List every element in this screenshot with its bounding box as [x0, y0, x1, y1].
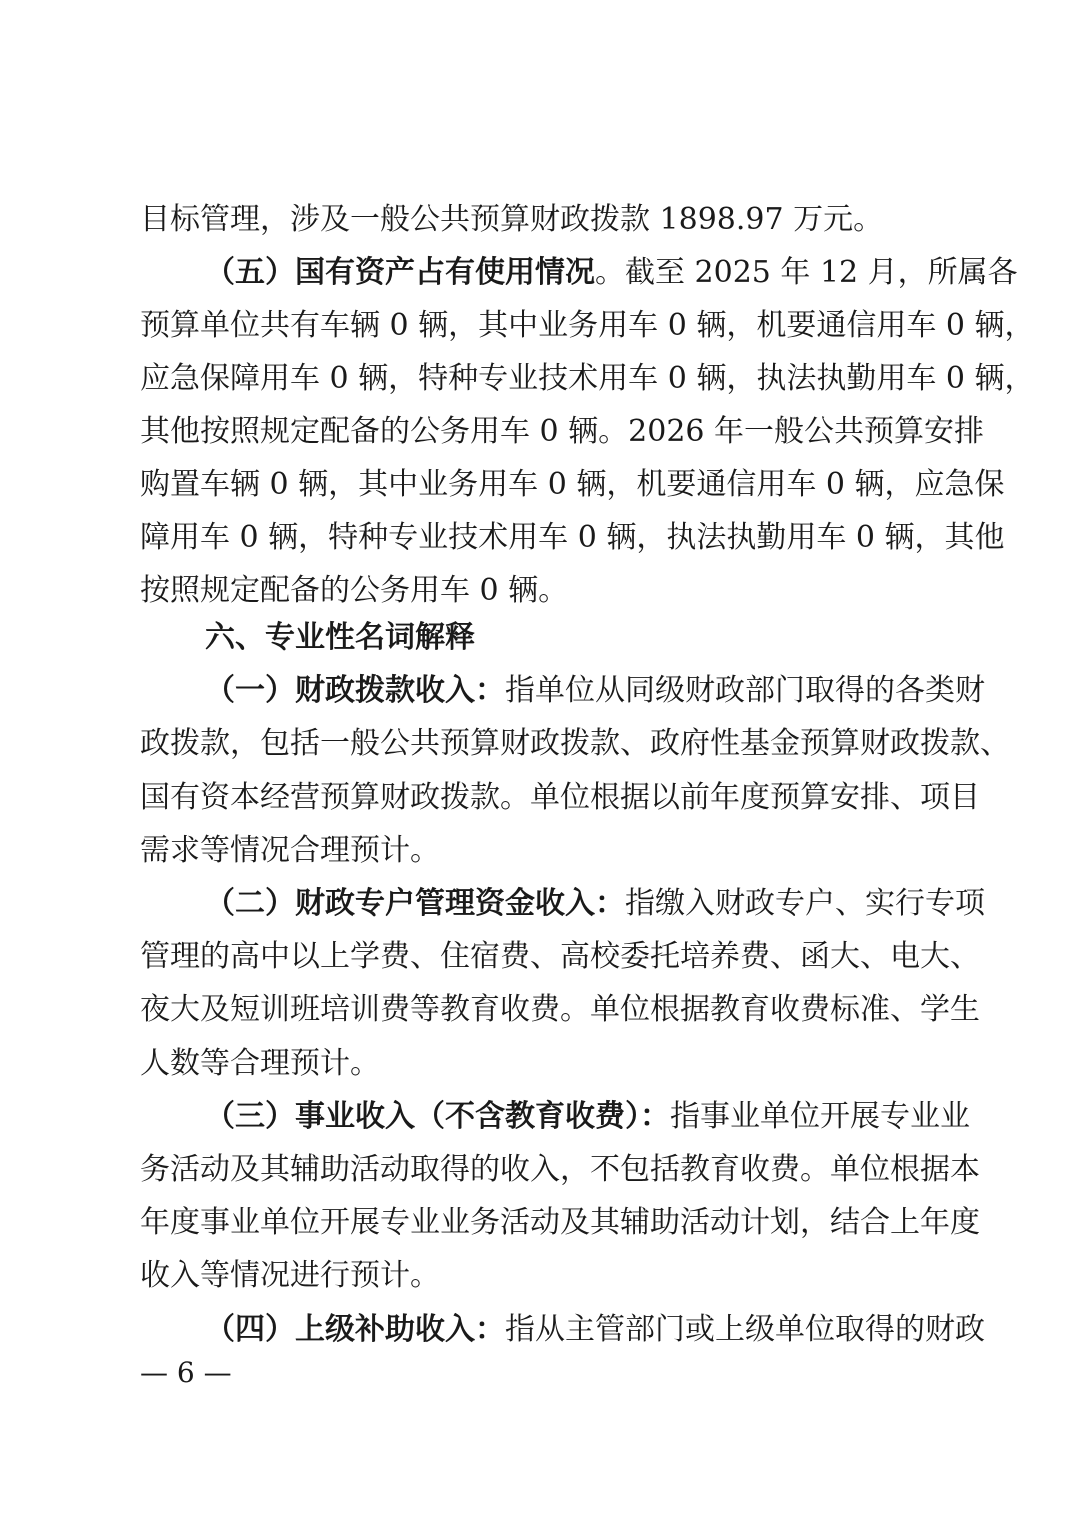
body-text: 指事业单位开展专业业 [670, 1098, 970, 1134]
bold-heading: （四）上级补助收入： [205, 1311, 505, 1347]
body-text: 按照规定配备的公务用车 0 辆。 [140, 573, 569, 608]
body-text: 政拨款，包括一般公共预算财政拨款、政府性基金预算财政拨款、 [140, 726, 1010, 762]
bold-heading: （三）事业收入（不含教育收费）： [205, 1098, 670, 1134]
text-line [140, 359, 1035, 399]
text-line [140, 412, 985, 452]
text-line [140, 200, 935, 240]
body-text: 务活动及其辅助活动取得的收入，不包括教育收费。单位根据本 [140, 1152, 980, 1187]
text-line [205, 1097, 970, 1137]
body-text: 目标管理，涉及一般公共预算财政拨款 1898.97 万元。 [140, 202, 884, 237]
text-line [140, 1044, 935, 1084]
text-line [140, 465, 1005, 505]
body-text: 预算单位共有车辆 0 辆，其中业务用车 0 辆，机要通信用车 0 辆， [140, 308, 1035, 343]
bold-heading: （一）财政拨款收入： [205, 673, 505, 709]
text-line [140, 571, 935, 611]
text-line [140, 724, 1010, 764]
text-line [140, 1203, 980, 1243]
body-text: 国有资本经营预算财政拨款。单位根据以前年度预算安排、项目 [140, 779, 980, 815]
body-text: 应急保障用车 0 辆，特种专业技术用车 0 辆，执法执勤用车 0 辆， [140, 361, 1035, 396]
text-line [140, 1150, 980, 1190]
body-text: 需求等情况合理预计。 [140, 832, 440, 868]
body-text: 管理的高中以上学费、住宿费、高校委托培养费、函大、电大、 [140, 939, 980, 975]
text-line [140, 778, 980, 818]
bold-heading: 六、专业性名词解释 [205, 620, 475, 655]
body-text: 指缴入财政专户、实行专项 [625, 886, 985, 921]
body-text: 指单位从同级财政部门取得的各类财 [505, 673, 985, 709]
body-text: 人数等合理预计。 [140, 1045, 380, 1081]
page-number: — 6 — [140, 1356, 232, 1389]
body-text: 。截至 2025 年 12 月，所属各 [595, 255, 1018, 290]
text-line [205, 884, 985, 924]
text-line [140, 518, 1005, 558]
bold-heading: （五）国有资产占有使用情况 [205, 255, 595, 290]
body-text: 障用车 0 辆，特种专业技术用车 0 辆，执法执勤用车 0 辆，其他 [140, 520, 1005, 555]
body-text: 夜大及短训班培训费等教育收费。单位根据教育收费标准、学生 [140, 992, 980, 1028]
text-line [140, 1256, 935, 1296]
text-line [140, 937, 980, 977]
bold-heading: （二）财政专户管理资金收入： [205, 886, 625, 921]
body-text: 收入等情况进行预计。 [140, 1258, 440, 1294]
text-line [205, 253, 1018, 293]
body-text: 购置车辆 0 辆，其中业务用车 0 辆，机要通信用车 0 辆，应急保 [140, 467, 1005, 502]
body-text: 指从主管部门或上级单位取得的财政 [505, 1311, 985, 1347]
text-line [205, 1310, 985, 1350]
text-line [140, 990, 980, 1030]
body-text: 年度事业单位开展专业业务活动及其辅助活动计划，结合上年度 [140, 1205, 980, 1241]
text-line [140, 306, 1035, 346]
text-line [140, 831, 935, 871]
text-line [205, 618, 935, 658]
body-text: 其他按照规定配备的公务用车 0 辆。2026 年一般公共预算安排 [140, 414, 985, 449]
text-line [205, 671, 985, 711]
